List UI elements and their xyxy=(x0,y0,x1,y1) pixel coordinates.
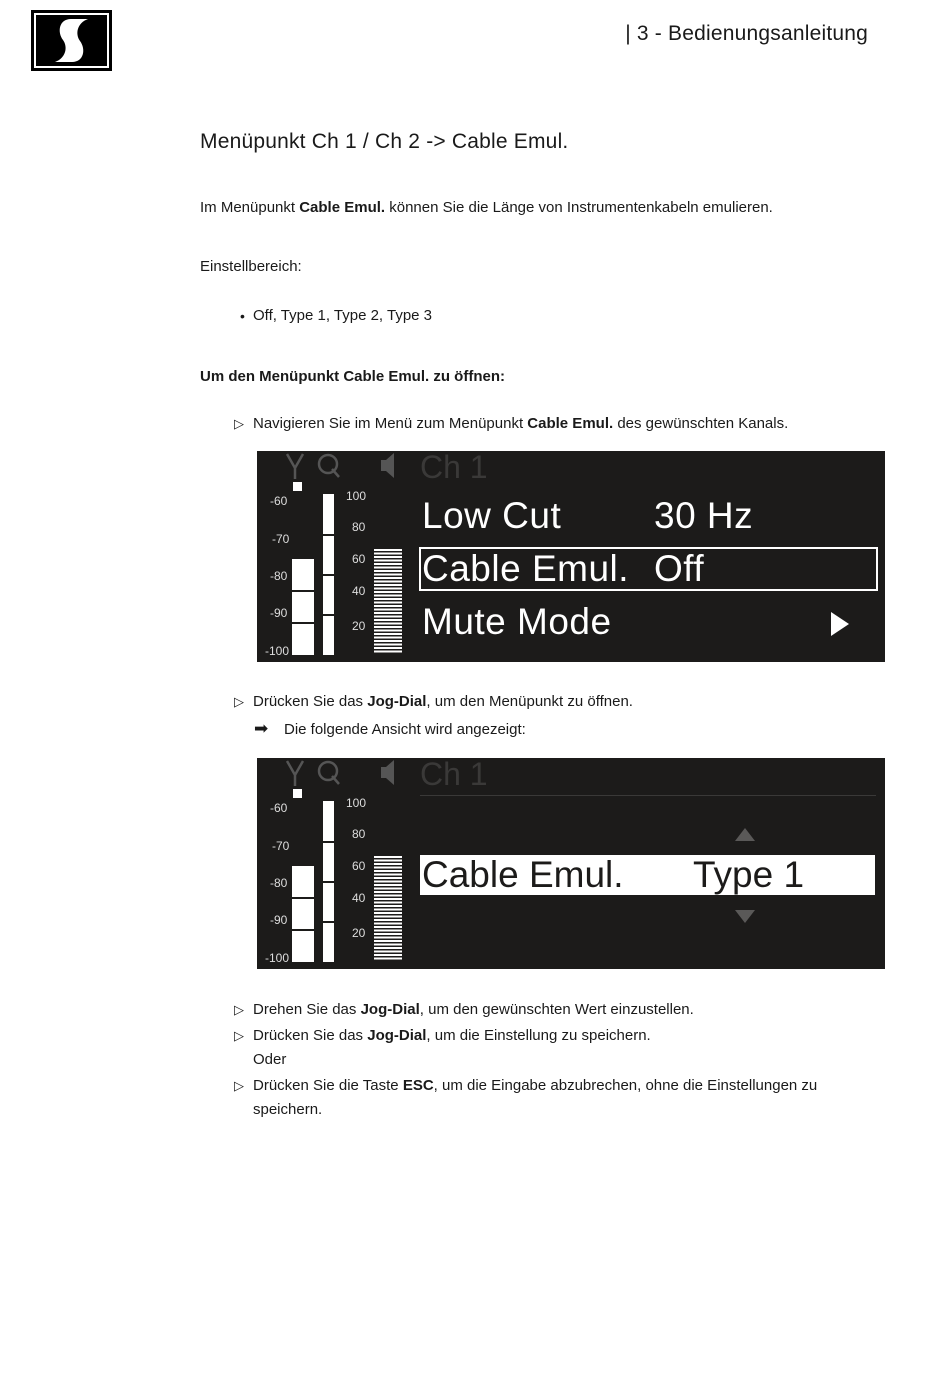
submenu-arrow-icon xyxy=(831,612,849,636)
meter-label: -60 xyxy=(270,801,288,815)
meter-tick xyxy=(374,863,402,865)
or-text: Oder xyxy=(253,1051,287,1068)
meter-tick xyxy=(374,856,402,858)
antenna-icon xyxy=(287,454,303,479)
meter-tick xyxy=(374,619,402,621)
meter-tick xyxy=(374,930,402,932)
step-4: ▷ Drücken Sie das Jog-Dial, um die Einstellung zu speichern. xyxy=(234,1024,874,1048)
meter-tick xyxy=(374,874,402,876)
meter-label: 80 xyxy=(352,827,366,841)
meter-tick xyxy=(374,556,402,558)
scroll-up-icon xyxy=(735,828,755,841)
meter-tick xyxy=(374,944,402,946)
meter-label: -60 xyxy=(270,494,288,508)
menu-item-cable-emul: Cable Emul. Off xyxy=(422,548,705,589)
meter-tick xyxy=(374,912,402,914)
meter-tick xyxy=(374,612,402,614)
meter-tick xyxy=(374,595,402,597)
meter-tick xyxy=(374,954,402,956)
howto-title: Um den Menüpunkt Cable Emul. zu öffnen: xyxy=(200,368,505,385)
meter-tick xyxy=(374,633,402,635)
result-arrow-icon: ➡ xyxy=(254,719,269,738)
channel-label: Ch 1 xyxy=(420,758,488,792)
antenna-icon xyxy=(287,761,303,786)
meter-tick xyxy=(374,958,402,960)
meter-tick xyxy=(374,602,402,604)
meter-tick xyxy=(374,588,402,590)
sennheiser-logo xyxy=(31,10,112,71)
meter-label: -100 xyxy=(265,644,290,658)
chapter-header: | 3 - Bedienungsanleitung xyxy=(625,22,868,45)
meter-label: 40 xyxy=(352,584,366,598)
meter-label: 100 xyxy=(346,489,367,503)
meter-tick xyxy=(374,937,402,939)
device-display-menu xyxy=(257,451,885,662)
meter-tick xyxy=(374,584,402,586)
channel-label: Ch 1 xyxy=(420,451,488,485)
meter-tick xyxy=(374,947,402,949)
meter-label: -90 xyxy=(270,913,288,927)
meter-tick xyxy=(374,591,402,593)
meter-tick xyxy=(374,630,402,632)
meter-label: 40 xyxy=(352,891,366,905)
meter-tick xyxy=(374,574,402,576)
meter-tick xyxy=(374,909,402,911)
meter-tick xyxy=(374,567,402,569)
intro-paragraph: Im Menüpunkt Cable Emul. können Sie die Länge von Instrumentenkabeln emulieren. xyxy=(200,199,773,216)
meter-tick xyxy=(374,867,402,869)
meter-tick xyxy=(374,891,402,893)
meter-tick xyxy=(374,605,402,607)
range-label: Einstellbereich: xyxy=(200,258,302,275)
step-arrow-icon: ▷ xyxy=(234,694,244,709)
meter-tick xyxy=(374,651,402,653)
meter-tick xyxy=(374,933,402,935)
meter-tick xyxy=(374,616,402,618)
device-display-edit xyxy=(257,758,885,969)
meter-tick xyxy=(374,560,402,562)
meter-tick xyxy=(374,902,402,904)
meter-tick xyxy=(374,598,402,600)
meter-tick xyxy=(374,640,402,642)
meter-tick xyxy=(374,549,402,551)
meter-tick xyxy=(374,923,402,925)
meter-label: -80 xyxy=(270,569,288,583)
edit-value-bar: Cable Emul. Type 1 xyxy=(420,855,875,895)
meter-tick xyxy=(374,916,402,918)
section-title: Menüpunkt Ch 1 / Ch 2 -> Cable Emul. xyxy=(200,130,569,153)
meter-label: -70 xyxy=(272,839,290,853)
step-3: ▷ Drehen Sie das Jog-Dial, um den gewünschten Wert einzustellen. xyxy=(234,998,874,1022)
meter-tick xyxy=(374,644,402,646)
meter-tick xyxy=(374,577,402,579)
meter-tick xyxy=(374,570,402,572)
meter-tick xyxy=(374,860,402,862)
bullet-icon: • xyxy=(240,308,245,324)
meter-tick xyxy=(374,898,402,900)
meter-tick xyxy=(374,609,402,611)
meter-label: 20 xyxy=(352,619,366,633)
level-meters xyxy=(257,451,417,662)
meter-tick xyxy=(374,870,402,872)
meter-tick xyxy=(374,637,402,639)
meter-label: 80 xyxy=(352,520,366,534)
meter-label: 100 xyxy=(346,796,367,810)
header-divider xyxy=(420,795,876,796)
menu-item-low-cut: Low Cut 30 Hz xyxy=(422,495,754,536)
meter-tick xyxy=(374,919,402,921)
meter-label: -90 xyxy=(270,606,288,620)
speaker-icon xyxy=(381,453,394,478)
meter-tick xyxy=(374,581,402,583)
scroll-down-icon xyxy=(735,910,755,923)
meter-tick xyxy=(374,888,402,890)
meter-label: -80 xyxy=(270,876,288,890)
meter-label: 60 xyxy=(352,552,366,566)
step-arrow-icon: ▷ xyxy=(234,1078,244,1093)
meter-tick xyxy=(374,563,402,565)
meter-tick xyxy=(374,553,402,555)
meter-label: -70 xyxy=(272,532,290,546)
step-5: ▷ Drücken Sie die Taste ESC, um die Eingabe abzubrechen, ohne die Einstellungen zu speichern. xyxy=(234,1074,874,1122)
meter-tick xyxy=(374,926,402,928)
step-1: ▷ Navigieren Sie im Menü zum Menüpunkt Cable Emul. des gewünschten Kanals. xyxy=(234,412,874,436)
meter-tick xyxy=(374,940,402,942)
menu-item-mute-mode: Mute Mode xyxy=(422,601,612,642)
meter-tick xyxy=(374,626,402,628)
step-2: ▷ Drücken Sie das Jog-Dial, um den Menüpunkt zu öffnen. xyxy=(234,690,874,714)
step-arrow-icon: ▷ xyxy=(234,1002,244,1017)
meter-tick xyxy=(374,884,402,886)
meter-tick xyxy=(374,881,402,883)
level-meters xyxy=(257,758,417,969)
step-arrow-icon: ▷ xyxy=(234,416,244,431)
meter-tick xyxy=(374,895,402,897)
meter-label: -100 xyxy=(265,951,290,965)
meter-tick xyxy=(374,623,402,625)
meter-tick xyxy=(374,877,402,879)
meter-label: 20 xyxy=(352,926,366,940)
meter-tick xyxy=(374,951,402,953)
step-arrow-icon: ▷ xyxy=(234,1028,244,1043)
meter-label: 60 xyxy=(352,859,366,873)
speaker-icon xyxy=(381,760,394,785)
meter-tick xyxy=(374,647,402,649)
meter-tick xyxy=(374,905,402,907)
